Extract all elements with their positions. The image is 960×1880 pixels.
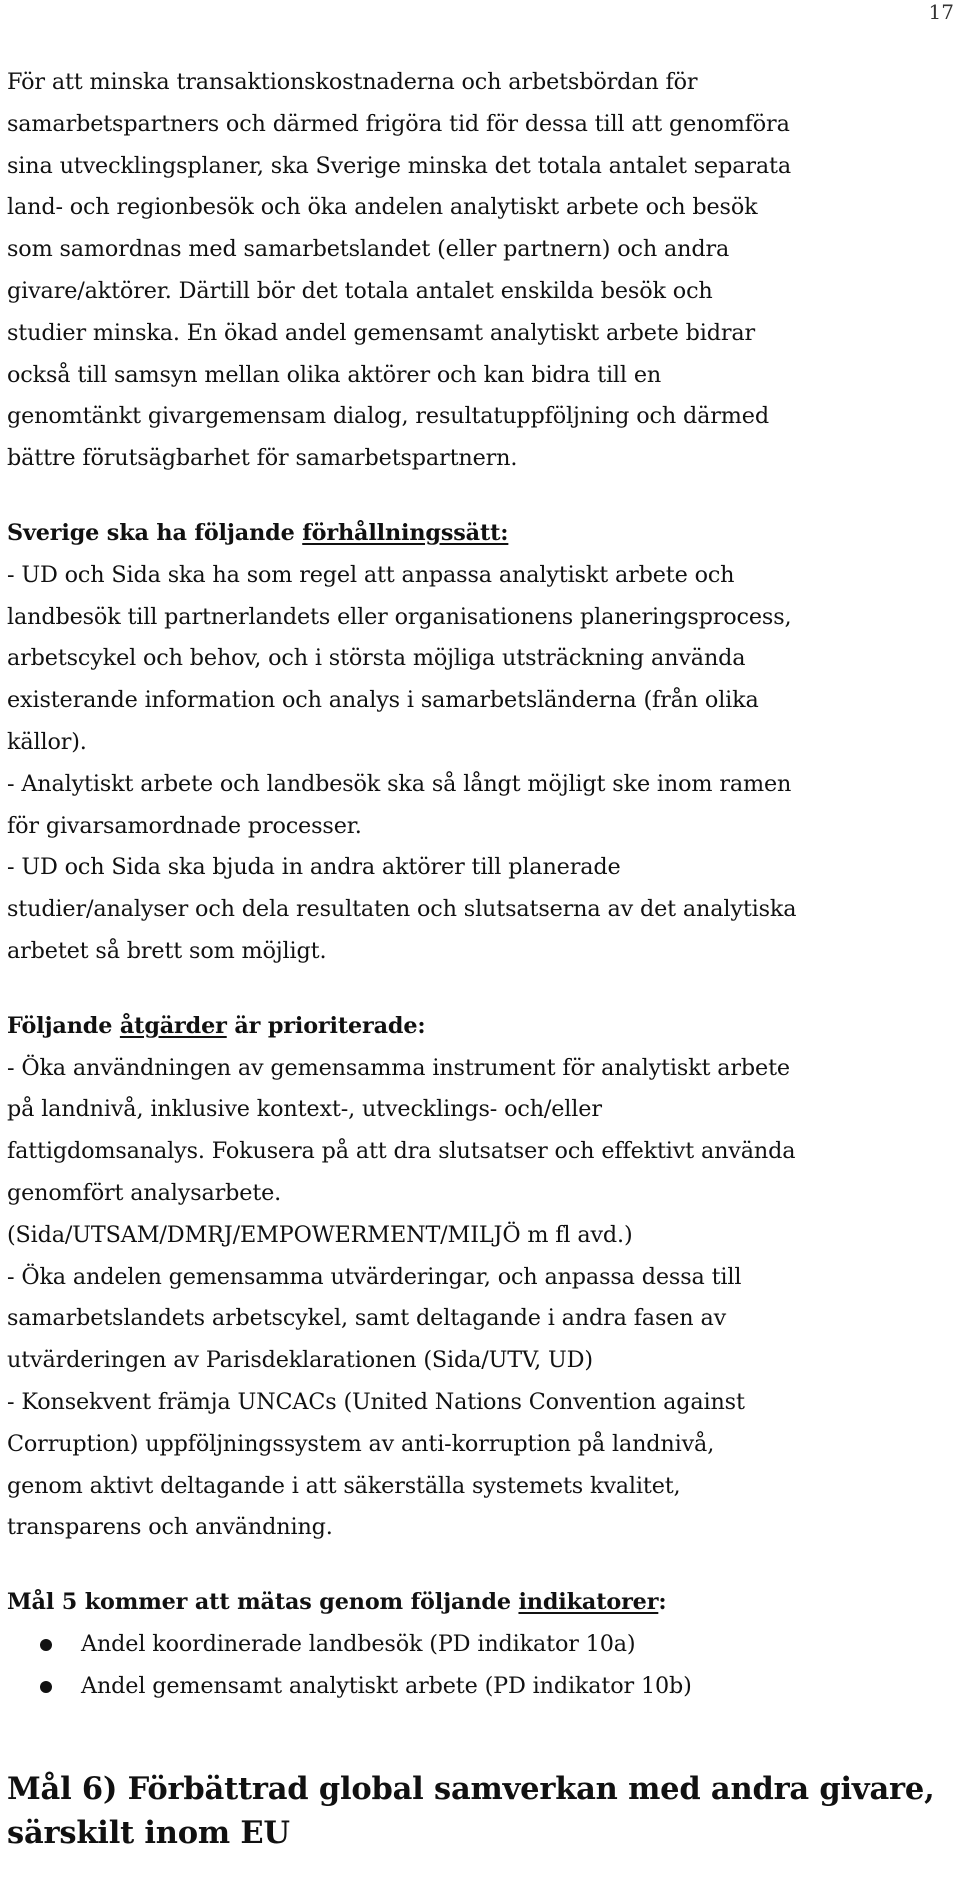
text-line: sina utvecklingsplaner, ska Sverige minska det totala antalet separata <box>7 152 791 179</box>
indicators-section <box>7 1582 951 1707</box>
goal6-heading <box>7 1767 951 1855</box>
text-line: - Analytiskt arbete och landbesök ska så långt möjligt ske inom ramen <box>7 770 792 797</box>
text-line: - Öka användningen av gemensamma instrument för analytiskt arbete <box>7 1054 790 1081</box>
heading-line: särskilt inom EU <box>7 1815 290 1852</box>
approach-text <box>7 555 951 973</box>
text-line: landbesök till partnerlandets eller organisationens planeringsprocess, <box>7 603 792 630</box>
text-line: - Konsekvent främja UNCACs (United Nations Convention against <box>7 1388 745 1415</box>
text-line: arbetscykel och behov, och i största möjliga utsträckning använda <box>7 645 746 672</box>
text-line: För att minska transaktionskostnaderna och arbetsbördan för <box>7 69 698 95</box>
bullet-icon <box>40 1681 52 1693</box>
bullet-icon <box>40 1639 52 1651</box>
list-item <box>7 1666 951 1708</box>
text-line: genom aktivt deltagande i att säkerställa systemets kvalitet, <box>7 1472 681 1499</box>
text-line: existerande information och analys i samarbetsländerna (från olika <box>7 687 759 714</box>
text-line: (Sida/UTSAM/DMRJ/EMPOWERMENT/MILJÖ m fl avd.) <box>7 1221 633 1248</box>
document-body <box>7 62 951 1855</box>
text-line: fattigdomsanalys. Fokusera på att dra slutsatser och effektivt använda <box>7 1138 796 1165</box>
text-line: Corruption) uppföljningssystem av anti-korruption på landnivå, <box>7 1430 715 1457</box>
indicator-text: Andel koordinerade landbesök (PD indikator 10a) <box>81 1630 636 1657</box>
text-line: genomfört analysarbete. <box>7 1179 282 1206</box>
text-line: bättre förutsägbarhet för samarbetspartnern. <box>7 445 518 472</box>
text-line: samarbetspartners och därmed frigöra tid för dessa till att genomföra <box>7 110 790 137</box>
text-line: för givarsamordnade processer. <box>7 812 362 839</box>
approach-heading-prefix: Sverige ska ha följande <box>7 519 303 546</box>
measures-text <box>7 1048 951 1550</box>
text-line: - Öka andelen gemensamma utvärderingar, och anpassa dessa till <box>7 1263 742 1290</box>
measures-section <box>7 1006 951 1549</box>
indicators-heading-underlined: indikatorer <box>518 1589 659 1616</box>
indicator-text: Andel gemensamt analytiskt arbete (PD indikator 10b) <box>81 1672 692 1699</box>
text-line: som samordnas med samarbetslandet (eller partnern) och andra <box>7 236 730 263</box>
intro-paragraph <box>7 62 951 480</box>
text-line: genomtänkt givargemensam dialog, resultatuppföljning och därmed <box>7 403 769 430</box>
measures-heading-suffix: är prioriterade: <box>226 1012 426 1039</box>
text-line: arbetet så brett som möjligt. <box>7 937 327 964</box>
indicator-list <box>7 1624 951 1708</box>
text-line: studier minska. En ökad andel gemensamt analytiskt arbete bidrar <box>7 319 756 346</box>
text-line: - UD och Sida ska bjuda in andra aktörer till planerade <box>7 854 621 881</box>
page-number: 17 <box>928 0 954 24</box>
measures-heading <box>7 1006 951 1048</box>
indicators-heading <box>7 1582 951 1624</box>
text-line: studier/analyser och dela resultaten och slutsatserna av det analytiska <box>7 896 797 923</box>
text-line: samarbetslandets arbetscykel, samt deltagande i andra fasen av <box>7 1305 727 1332</box>
approach-section <box>7 513 951 973</box>
approach-heading <box>7 513 951 555</box>
heading-line: Mål 6) Förbättrad global samverkan med andra givare, <box>7 1771 935 1808</box>
text-line: land- och regionbesök och öka andelen analytiskt arbete och besök <box>7 194 758 221</box>
text-line: givare/aktörer. Därtill bör det totala antalet enskilda besök och <box>7 277 713 304</box>
text-line: på landnivå, inklusive kontext-, utvecklings- och/eller <box>7 1096 602 1123</box>
text-line: - UD och Sida ska ha som regel att anpassa analytiskt arbete och <box>7 561 735 588</box>
indicators-heading-prefix: Mål 5 kommer att mätas genom följande <box>7 1589 519 1616</box>
measures-heading-prefix: Följande <box>7 1012 120 1039</box>
list-item <box>7 1624 951 1666</box>
measures-heading-underlined: åtgärder <box>119 1012 227 1039</box>
text-line: också till samsyn mellan olika aktörer och kan bidra till en <box>7 361 662 388</box>
text-line: transparens och användning. <box>7 1514 333 1541</box>
indicators-heading-suffix: : <box>658 1589 667 1616</box>
text-line: utvärderingen av Parisdeklarationen (Sida/UTV, UD) <box>7 1347 593 1374</box>
text-line: källor). <box>7 728 87 755</box>
approach-heading-underlined: förhållningssätt: <box>302 519 509 546</box>
